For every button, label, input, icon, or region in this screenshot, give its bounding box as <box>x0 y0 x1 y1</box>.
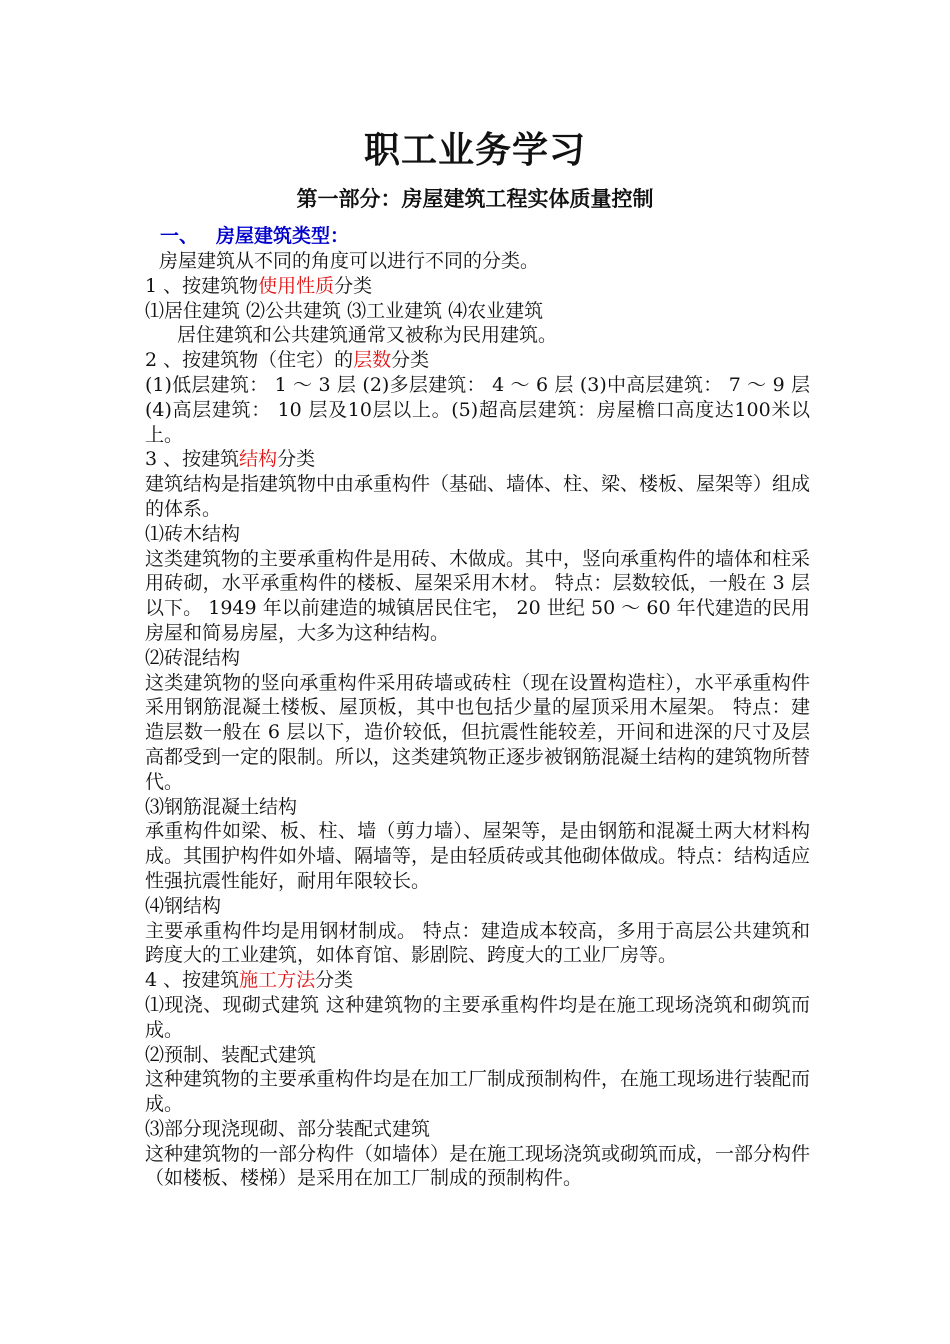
intro-paragraph: 房屋建筑从不同的角度可以进行不同的分类。 <box>159 250 540 272</box>
heading-text: 分类 <box>277 448 316 471</box>
section-title: 房屋建筑类型： <box>216 225 350 247</box>
paragraph: 主要承重构件均是用钢材制成。 特点：建造成本较高，多用于高层公共建筑和跨度大的工业建筑，如体育馆、影剧院、跨度大的工业厂房等。 <box>145 919 810 967</box>
heading-highlight: 层数 <box>353 349 392 372</box>
section-heading <box>160 222 349 250</box>
heading-text: 分类 <box>334 274 373 297</box>
document-subtitle: 第一部分：房屋建筑工程实体质量控制 <box>296 186 654 211</box>
paragraph: 这类建筑物的竖向承重构件采用砖墙或砖柱（现在设置构造柱），水平承重构件采用钢筋混凝土楼板、屋顶板，其中也包括少量的屋顶采用木屋架。 特点：建造层数一般在 6 层以下，造价较低，但抗震性能较差，开间和进深的尺寸及层高都受到一定的限制。所以，这类建筑物正逐步被钢筋混凝土结构的建筑物所替代。 <box>145 671 811 793</box>
category-heading-2 <box>145 348 810 373</box>
paragraph: 承重构件如梁、板、柱、墙（剪力墙）、屋架等，是由钢筋和混凝土两大材料构成。其围护构件如外墙、隔墙等，是由轻质砖或其他砌体做成。特点：结构适应性强抗震性能好，耐用年限较长。 <box>145 820 811 892</box>
category-heading-4 <box>145 968 810 993</box>
document-body <box>145 249 810 1191</box>
heading-text: 分类 <box>391 349 430 372</box>
heading-highlight: 使用性质 <box>258 274 335 297</box>
subheading: ⑷钢结构 <box>145 894 222 917</box>
paragraph: 居住建筑和公共建筑通常又被称为民用建筑。 <box>177 324 558 347</box>
paragraph: (1)低层建筑： 1 ～ 3 层 (2)多层建筑： 4 ～ 6 层 (3)中高层建筑： 7 ～ 9 层 (4)高层建筑： 10 层及10层以上。(5)超高层建筑：房屋檐口高度达100米以上。 <box>145 373 810 446</box>
subheading: ⑴砖木结构 <box>145 522 241 545</box>
category-heading-3 <box>145 447 810 472</box>
subheading: ⑵砖混结构 <box>145 646 241 669</box>
subheading: ⑶部分现浇现砌、部分装配式建筑 <box>145 1117 431 1140</box>
heading-highlight: 结构 <box>239 448 278 471</box>
paragraph: 这类建筑物的主要承重构件是用砖、木做成。其中，竖向承重构件的墙体和柱采用砖砌，水平承重构件的楼板、屋架采用木材。 特点：层数较低，一般在 3 层以下。 1949 年以前建造的城镇居民住宅， 20 世纪 50 ～ 60 年代建造的民用房屋和简易房屋，大多为这种结构。 <box>145 547 811 644</box>
paragraph: 这种建筑物的主要承重构件均是在加工厂制成预制构件，在施工现场进行装配而成。 <box>145 1068 811 1116</box>
paragraph: ⑴现浇、现砌式建筑 这种建筑物的主要承重构件均是在施工现场浇筑和砌筑而成。 <box>145 993 810 1041</box>
heading-text: 1 、按建筑物 <box>145 274 259 297</box>
subheading: ⑵预制、装配式建筑 <box>145 1043 317 1066</box>
section-number: 一、 <box>160 225 199 247</box>
heading-text: 4 、按建筑 <box>145 969 240 992</box>
subheading: ⑶钢筋混凝土结构 <box>145 795 298 818</box>
heading-highlight: 施工方法 <box>239 969 316 992</box>
paragraph: 建筑结构是指建筑物中由承重构件（基础、墙体、柱、梁、楼板、屋架等）组成的体系。 <box>145 473 811 520</box>
heading-text: 2 、按建筑物（住宅）的 <box>145 349 354 372</box>
heading-text: 分类 <box>315 969 354 992</box>
paragraph: ⑴居住建筑 ⑵公共建筑 ⑶工业建筑 ⑷农业建筑 <box>145 299 544 322</box>
heading-text: 3 、按建筑 <box>145 448 240 471</box>
document-title: 职工业务学习 <box>363 129 586 171</box>
paragraph: 这种建筑物的一部分构件（如墙体）是在施工现场浇筑或砌筑而成，一部分构件（如楼板、楼梯）是采用在加工厂制成的预制构件。 <box>145 1142 811 1190</box>
category-heading-1 <box>145 274 810 299</box>
